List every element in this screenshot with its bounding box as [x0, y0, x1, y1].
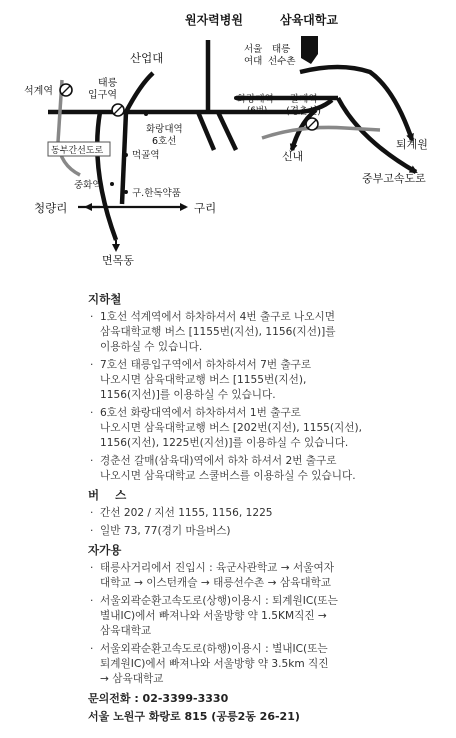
sanup-road: [126, 73, 153, 112]
location-map: [0, 0, 456, 290]
seoulwomens-label-2: 여대: [244, 56, 263, 67]
hwarangdae-label-2: (6번): [247, 106, 268, 116]
car-item-3: · 서울외곽순환고속도로(하행)이용시 : 별내IC(또는 퇴계원IC)에서 빠져나와 서울방향 약 3.5km 직진 → 삼육대학교: [88, 642, 448, 687]
contact-phone: 문의전화 : 02-3399-3330: [88, 692, 229, 705]
hwarangdae-label-1: 화랑대역: [237, 94, 274, 105]
myeonmok-road: [97, 112, 116, 240]
bus-title: 버 스: [88, 488, 127, 502]
car-item-2: · 서울외곽순환고속도로(상행)이용시 : 퇴계원IC(또는 별내IC)에서 빠져나와 서울방향 약 1.5KM직진 → 삼육대학교: [88, 594, 448, 639]
car-item-1: · 태릉사거리에서 진입시 : 육군사관학교 → 서울여자 대학교 → 이스턴캐슬 → 태릉선수촌 → 삼육대학교: [88, 561, 448, 591]
guri-label: 구리: [194, 201, 217, 215]
meokgol-dot: [124, 153, 128, 157]
taereung-village-label-1: 태릉: [272, 44, 291, 55]
junghwa-label: 중화역: [74, 180, 102, 191]
myeonmok-label: 면목동: [102, 254, 134, 267]
seokgye-station-icon: [60, 84, 72, 96]
junghwa-dot: [110, 182, 114, 186]
subway-item-1: · 1호선 석계역에서 하차하셔서 4번 출구로 나오시면 삼육대학교행 버스 [1155번(지선), 1156(지선)]를 이용하실 수 있습니다.: [88, 310, 448, 355]
subway-title: 지하철: [88, 292, 122, 306]
hwarangdae6-label-1: 화랑대역: [146, 124, 183, 135]
dongbu-road-label: 동부간선도로: [51, 146, 104, 156]
galmae-label-2: (경춘선): [286, 106, 321, 117]
bus-item-2: · 일반 73, 77(경기 마을버스): [88, 524, 448, 539]
taereung-ipgu-label-1: 태릉: [98, 78, 118, 89]
seoulwomens-label-1: 서울: [244, 44, 263, 55]
seokgye-label: 석계역: [24, 86, 53, 97]
subway-item-4: · 경춘선 갈매(삼육대)역에서 하차 하셔서 2번 출구로 나오시면 삼육대학교 스쿨버스를 이용하실 수 있습니다.: [88, 454, 448, 484]
toegyewon-label: 퇴계원: [396, 138, 428, 151]
cheongnyangni-label: 청량리: [34, 201, 68, 215]
taereung-ipgu-label-2: 입구역: [88, 90, 117, 101]
hwarangdae6-label-2: 6호선: [152, 136, 177, 147]
wonja-label: 원자력병원: [185, 13, 243, 27]
subway-item-2: · 7호선 태릉입구역에서 하차하셔서 7번 출구로 나오시면 삼육대학교행 버스 [1155번(지선), 1156(지선)]를 이용하실 수 있습니다.: [88, 358, 448, 403]
campus-label: 삼육대학교: [280, 13, 338, 27]
directions-info: [88, 292, 448, 724]
sinnae-label: 신내: [282, 150, 304, 163]
jungbu-label: 중부고속도로: [362, 172, 426, 185]
sanup-label: 산업대: [130, 51, 164, 65]
galmae-label-1: 갈매역: [290, 94, 318, 105]
meokgol-label: 먹골역: [132, 150, 160, 161]
hwarangdae6-dot: [144, 112, 148, 116]
bus-item-1: · 간선 202 / 지선 1155, 1156, 1225: [88, 506, 448, 521]
diag-road-1: [198, 112, 214, 150]
hanok-label: 구.한독약품: [132, 188, 181, 199]
jungbu-road: [338, 98, 416, 172]
address: 서울 노원구 화랑로 815 (공릉2동 26-21): [88, 710, 300, 723]
campus-building-icon: [301, 36, 318, 64]
galmae-station-icon: [306, 118, 318, 130]
diag-road-2: [218, 112, 236, 150]
hanok-dot: [124, 190, 128, 194]
taereung-village-label-2: 선수촌: [268, 56, 296, 67]
taereung-ipgu-station-icon: [112, 104, 124, 116]
subway-item-3: · 6호선 화랑대역에서 하차하셔서 1번 출구로 나오시면 삼육대학교행 버스 [202번(지선), 1155(지선), 1156(지선), 1225번(지선)]를 이용하실 수 있습니다.: [88, 406, 448, 451]
car-title: 자가용: [88, 543, 122, 557]
